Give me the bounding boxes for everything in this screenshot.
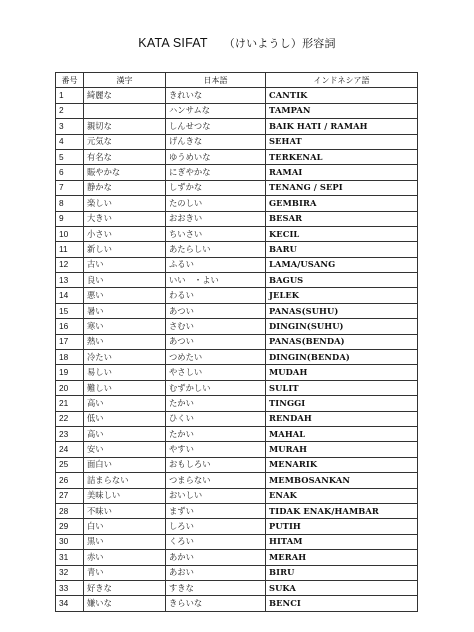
header-number: 番号 xyxy=(56,73,84,88)
cell-number: 7 xyxy=(56,180,84,195)
cell-japanese: やすい xyxy=(166,442,266,457)
cell-indonesian: RAMAI xyxy=(266,165,418,180)
table-row xyxy=(56,288,418,303)
cell-japanese: たかい xyxy=(166,426,266,441)
table-row xyxy=(56,226,418,241)
cell-number: 9 xyxy=(56,211,84,226)
cell-kanji: 美味しい xyxy=(84,488,166,503)
cell-number: 24 xyxy=(56,442,84,457)
table-row xyxy=(56,580,418,595)
cell-kanji: 熱い xyxy=(84,334,166,349)
table-row xyxy=(56,442,418,457)
cell-kanji: 冷たい xyxy=(84,350,166,365)
page-title xyxy=(0,35,474,51)
header-japanese: 日本語 xyxy=(166,73,266,88)
cell-indonesian: SUKA xyxy=(266,580,418,595)
cell-indonesian: BAGUS xyxy=(266,273,418,288)
table-row xyxy=(56,457,418,472)
cell-kanji: 不味い xyxy=(84,503,166,518)
cell-japanese: しずかな xyxy=(166,180,266,195)
cell-indonesian: SULIT xyxy=(266,380,418,395)
table-row xyxy=(56,257,418,272)
table-row xyxy=(56,503,418,518)
cell-kanji: 元気な xyxy=(84,134,166,149)
cell-number: 16 xyxy=(56,319,84,334)
cell-indonesian: JELEK xyxy=(266,288,418,303)
table-row xyxy=(56,165,418,180)
table-row xyxy=(56,396,418,411)
cell-number: 15 xyxy=(56,303,84,318)
cell-indonesian: TINGGI xyxy=(266,396,418,411)
cell-number: 5 xyxy=(56,149,84,164)
cell-indonesian: MURAH xyxy=(266,442,418,457)
table-row xyxy=(56,119,418,134)
cell-indonesian: BESAR xyxy=(266,211,418,226)
cell-indonesian: MAHAL xyxy=(266,426,418,441)
cell-japanese: ふるい xyxy=(166,257,266,272)
cell-number: 31 xyxy=(56,550,84,565)
cell-number: 18 xyxy=(56,350,84,365)
cell-kanji: 親切な xyxy=(84,119,166,134)
cell-kanji: 綺麗な xyxy=(84,88,166,103)
cell-kanji: 静かな xyxy=(84,180,166,195)
cell-number: 4 xyxy=(56,134,84,149)
cell-indonesian: BENCI xyxy=(266,596,418,611)
table-row xyxy=(56,134,418,149)
cell-indonesian: DINGIN(SUHU) xyxy=(266,319,418,334)
cell-kanji: 暑い xyxy=(84,303,166,318)
cell-japanese: まずい xyxy=(166,503,266,518)
cell-indonesian: TENANG / SEPI xyxy=(266,180,418,195)
cell-indonesian: MERAH xyxy=(266,550,418,565)
table-row xyxy=(56,488,418,503)
cell-kanji: 易しい xyxy=(84,365,166,380)
cell-japanese: ちいさい xyxy=(166,226,266,241)
cell-number: 29 xyxy=(56,519,84,534)
cell-japanese: ハンサムな xyxy=(166,103,266,118)
table-row xyxy=(56,319,418,334)
cell-kanji: 寒い xyxy=(84,319,166,334)
title-kanji: 形容詞 xyxy=(302,37,336,50)
cell-kanji: 白い xyxy=(84,519,166,534)
cell-indonesian: MUDAH xyxy=(266,365,418,380)
cell-number: 11 xyxy=(56,242,84,257)
cell-japanese: つまらない xyxy=(166,473,266,488)
cell-indonesian: TIDAK ENAK/HAMBAR xyxy=(266,503,418,518)
cell-number: 12 xyxy=(56,257,84,272)
cell-japanese: おもしろい xyxy=(166,457,266,472)
cell-indonesian: CANTIK xyxy=(266,88,418,103)
cell-japanese: ゆうめいな xyxy=(166,149,266,164)
cell-kanji: 悪い xyxy=(84,288,166,303)
table-row xyxy=(56,473,418,488)
cell-japanese: きれいな xyxy=(166,88,266,103)
cell-indonesian: ENAK xyxy=(266,488,418,503)
cell-japanese: やさしい xyxy=(166,365,266,380)
cell-number: 2 xyxy=(56,103,84,118)
cell-number: 21 xyxy=(56,396,84,411)
cell-kanji: 有名な xyxy=(84,149,166,164)
table-row xyxy=(56,273,418,288)
cell-number: 26 xyxy=(56,473,84,488)
cell-indonesian: PANAS(BENDA) xyxy=(266,334,418,349)
cell-kanji: 賑やかな xyxy=(84,165,166,180)
cell-indonesian: BAIK HATI / RAMAH xyxy=(266,119,418,134)
title-main: KATA SIFAT xyxy=(138,36,208,50)
cell-japanese: あつい xyxy=(166,303,266,318)
cell-indonesian: MEMBOSANKAN xyxy=(266,473,418,488)
cell-japanese: あかい xyxy=(166,550,266,565)
table-body xyxy=(56,88,418,611)
cell-japanese: しんせつな xyxy=(166,119,266,134)
header-kanji: 漢字 xyxy=(84,73,166,88)
cell-japanese: むずかしい xyxy=(166,380,266,395)
cell-kanji: 赤い xyxy=(84,550,166,565)
table-row xyxy=(56,88,418,103)
table-row xyxy=(56,550,418,565)
cell-kanji: 面白い xyxy=(84,457,166,472)
table-row xyxy=(56,242,418,257)
cell-japanese: しろい xyxy=(166,519,266,534)
cell-kanji: 難しい xyxy=(84,380,166,395)
cell-kanji: 安い xyxy=(84,442,166,457)
table-row xyxy=(56,149,418,164)
cell-indonesian: MENARIK xyxy=(266,457,418,472)
cell-indonesian: GEMBIRA xyxy=(266,196,418,211)
cell-number: 10 xyxy=(56,226,84,241)
table-row xyxy=(56,534,418,549)
cell-japanese: いい ・よい xyxy=(166,273,266,288)
cell-number: 20 xyxy=(56,380,84,395)
cell-number: 33 xyxy=(56,580,84,595)
cell-kanji: 大きい xyxy=(84,211,166,226)
cell-japanese: おいしい xyxy=(166,488,266,503)
cell-number: 17 xyxy=(56,334,84,349)
cell-number: 8 xyxy=(56,196,84,211)
table-row xyxy=(56,365,418,380)
cell-number: 27 xyxy=(56,488,84,503)
vocabulary-table xyxy=(55,72,418,612)
cell-kanji: 古い xyxy=(84,257,166,272)
cell-number: 23 xyxy=(56,426,84,441)
cell-japanese: あつい xyxy=(166,334,266,349)
cell-indonesian: DINGIN(BENDA) xyxy=(266,350,418,365)
cell-number: 14 xyxy=(56,288,84,303)
cell-japanese: きらいな xyxy=(166,596,266,611)
cell-kanji: 低い xyxy=(84,411,166,426)
cell-number: 30 xyxy=(56,534,84,549)
cell-japanese: げんきな xyxy=(166,134,266,149)
cell-japanese: さむい xyxy=(166,319,266,334)
cell-number: 19 xyxy=(56,365,84,380)
table-row xyxy=(56,303,418,318)
cell-indonesian: TERKENAL xyxy=(266,149,418,164)
cell-kanji: 高い xyxy=(84,426,166,441)
cell-japanese: あたらしい xyxy=(166,242,266,257)
cell-kanji: 青い xyxy=(84,565,166,580)
cell-japanese: ひくい xyxy=(166,411,266,426)
cell-kanji: 楽しい xyxy=(84,196,166,211)
cell-indonesian: SEHAT xyxy=(266,134,418,149)
cell-indonesian: BARU xyxy=(266,242,418,257)
cell-number: 13 xyxy=(56,273,84,288)
table-row xyxy=(56,196,418,211)
cell-indonesian: PUTIH xyxy=(266,519,418,534)
cell-japanese: つめたい xyxy=(166,350,266,365)
table-row xyxy=(56,411,418,426)
table-header-row xyxy=(56,73,418,88)
cell-number: 1 xyxy=(56,88,84,103)
cell-japanese: たかい xyxy=(166,396,266,411)
cell-kanji: 嫌いな xyxy=(84,596,166,611)
cell-kanji: 詰まらない xyxy=(84,473,166,488)
header-indonesian: インドネシア語 xyxy=(266,73,418,88)
table-row xyxy=(56,180,418,195)
table-row xyxy=(56,426,418,441)
cell-number: 28 xyxy=(56,503,84,518)
table-row xyxy=(56,211,418,226)
cell-indonesian: BIRU xyxy=(266,565,418,580)
cell-kanji: 高い xyxy=(84,396,166,411)
cell-number: 6 xyxy=(56,165,84,180)
cell-kanji: 好きな xyxy=(84,580,166,595)
cell-kanji: 小さい xyxy=(84,226,166,241)
table-row xyxy=(56,103,418,118)
cell-number: 3 xyxy=(56,119,84,134)
cell-number: 25 xyxy=(56,457,84,472)
cell-japanese: たのしい xyxy=(166,196,266,211)
cell-number: 22 xyxy=(56,411,84,426)
cell-kanji xyxy=(84,103,166,118)
cell-indonesian: TAMPAN xyxy=(266,103,418,118)
cell-kanji: 新しい xyxy=(84,242,166,257)
table-row xyxy=(56,519,418,534)
cell-japanese: すきな xyxy=(166,580,266,595)
title-reading: （けいようし） xyxy=(223,37,303,50)
cell-indonesian: KECIL xyxy=(266,226,418,241)
cell-japanese: おおきい xyxy=(166,211,266,226)
cell-number: 32 xyxy=(56,565,84,580)
cell-kanji: 黒い xyxy=(84,534,166,549)
cell-indonesian: RENDAH xyxy=(266,411,418,426)
cell-indonesian: HITAM xyxy=(266,534,418,549)
cell-indonesian: LAMA/USANG xyxy=(266,257,418,272)
cell-kanji: 良い xyxy=(84,273,166,288)
cell-japanese: くろい xyxy=(166,534,266,549)
table-row xyxy=(56,350,418,365)
table-row xyxy=(56,334,418,349)
cell-japanese: わるい xyxy=(166,288,266,303)
cell-japanese: にぎやかな xyxy=(166,165,266,180)
cell-japanese: あおい xyxy=(166,565,266,580)
cell-number: 34 xyxy=(56,596,84,611)
table-row xyxy=(56,380,418,395)
cell-indonesian: PANAS(SUHU) xyxy=(266,303,418,318)
table-row xyxy=(56,565,418,580)
table-row xyxy=(56,596,418,611)
